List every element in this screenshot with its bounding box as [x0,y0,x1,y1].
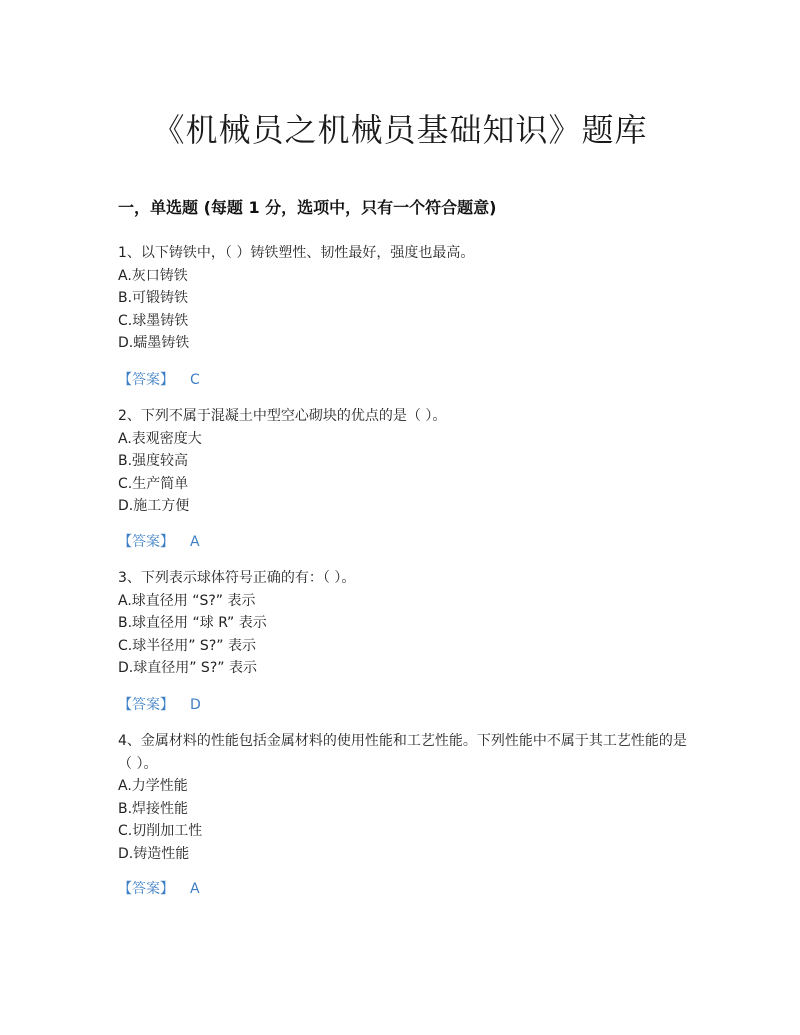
option-b: B.球直径用 “球 R” 表示 [118,615,267,631]
question-2 [118,405,688,518]
answer-1 [118,369,200,391]
option-d: D.蠕墨铸铁 [118,335,190,351]
question-stem: 3、下列表示球体符号正确的有：（ ）。 [118,570,356,586]
option-c: C.切削加工性 [118,823,203,839]
answer-label: 【答案】 [118,697,174,713]
answer-label: 【答案】 [118,534,174,550]
answer-label: 【答案】 [118,881,174,897]
option-d: D.施工方便 [118,498,190,514]
option-c: C.球半径用” S?” 表示 [118,637,256,654]
question-3 [118,567,688,680]
question-stem: 2、下列不属于混凝土中型空心砌块的优点的是（ ）。 [118,408,447,424]
answer-value: D [190,697,201,713]
option-a: A.力学性能 [118,778,188,794]
question-stem: 4、金属材料的性能包括金属材料的使用性能和工艺性能。下列性能中不属于其工艺性能的是（ ）。 [118,733,687,772]
option-b: B.可锻铸铁 [118,290,189,306]
question-1 [118,242,688,355]
answer-4 [118,878,200,900]
answer-3 [118,694,201,716]
answer-label: 【答案】 [118,372,174,388]
option-c: C.生产简单 [118,475,189,492]
option-b: B.焊接性能 [118,800,189,817]
option-b: B.强度较高 [118,453,189,469]
option-a: A.表观密度大 [118,430,202,447]
option-d: D.铸造性能 [118,845,190,862]
option-a: A.灰口铸铁 [118,267,188,284]
answer-value: C [190,372,200,388]
answer-value: A [190,534,200,550]
option-d: D.球直径用” S?” 表示 [118,660,257,676]
option-c: C.球墨铸铁 [118,312,189,329]
section-heading: 一，单选题 (每题 1 分，选项中，只有一个符合题意) [118,198,497,217]
document-title: 《机械员之机械员基础知识》题库 [152,111,648,149]
question-4 [118,730,688,865]
question-stem: 1、以下铸铁中，（ ）铸铁塑性、韧性最好，强度也最高。 [118,245,475,261]
answer-2 [118,531,200,553]
option-a: A.球直径用 “S?” 表示 [118,592,256,609]
answer-value: A [190,881,200,897]
